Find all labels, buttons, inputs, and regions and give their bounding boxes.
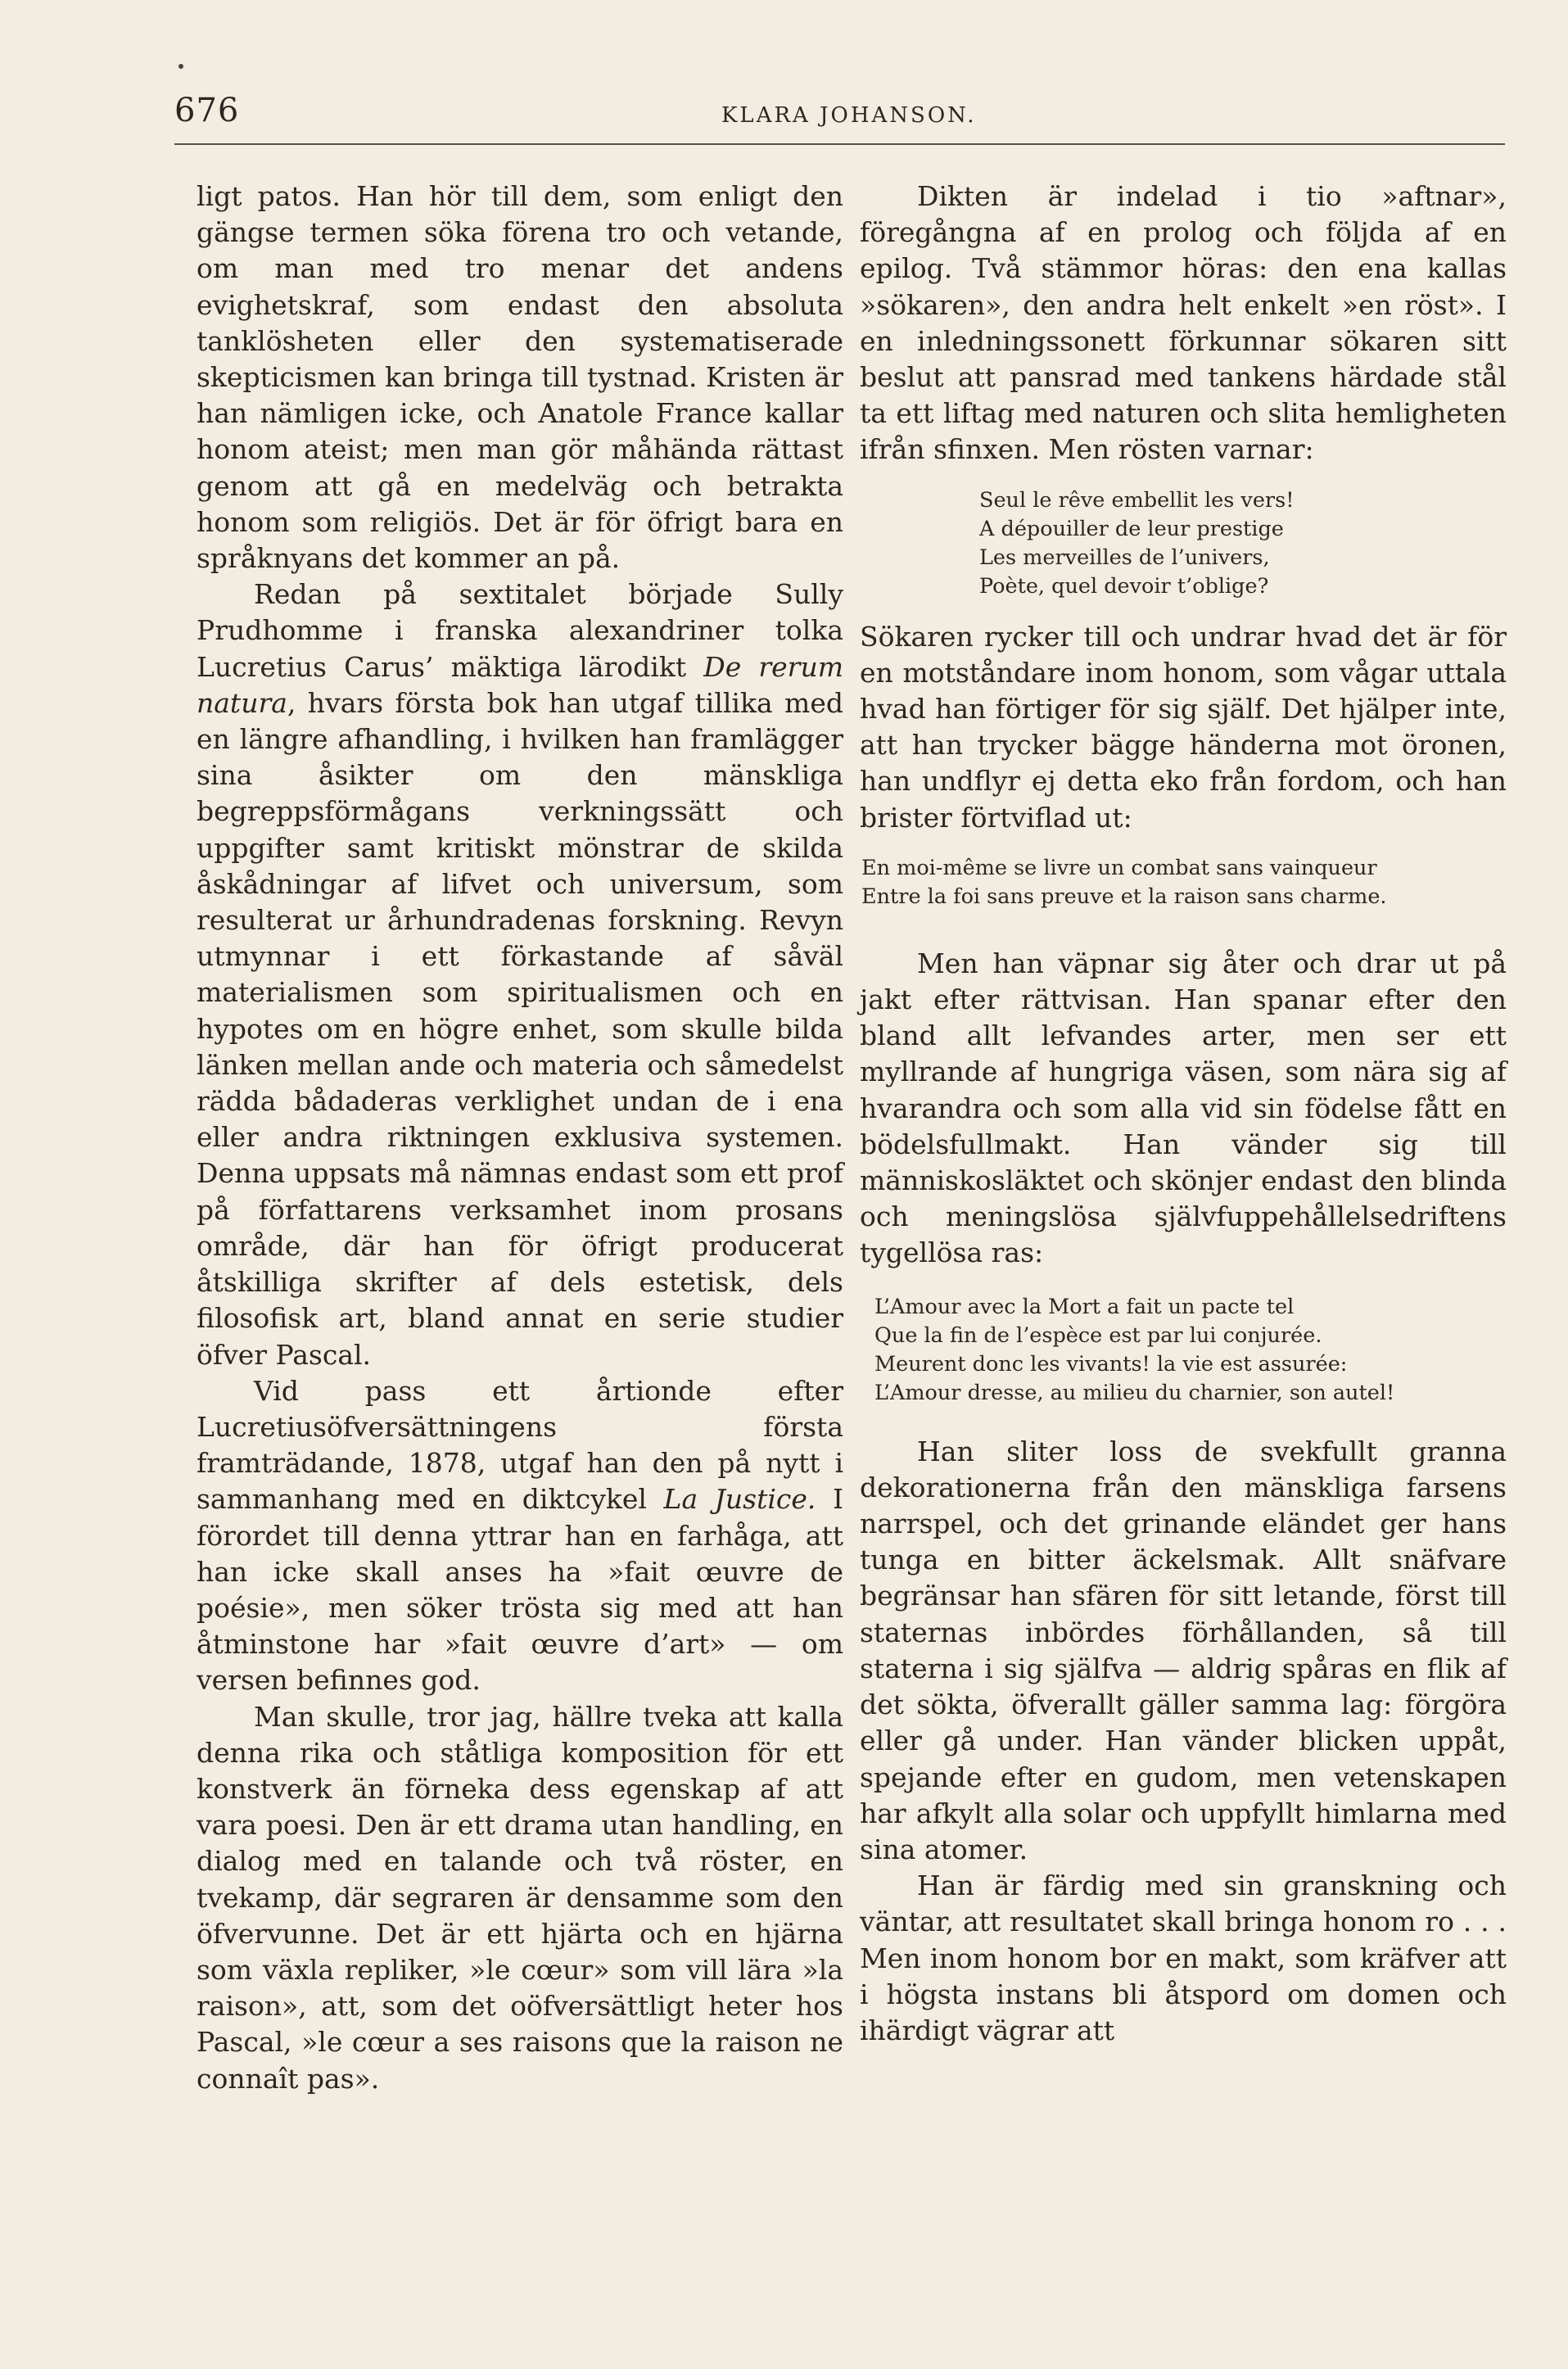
paragraph [197, 576, 843, 1372]
verse-line: Poète, quel devoir t’oblige? [979, 573, 1269, 599]
paragraph: Man skulle, tror jag, hällre tveka att kalla denna rika och ståtliga komposition för ett konstverk än förneka dess egenskap af att vara poesi. Den är ett drama utan handling, en dialog med en talande och två röster, en tvekamp, där segraren är densamme som den öfvervunne. Det är ett hjärta och en hjärna som växla repliker, »le cœur» som vill lära »la raison», att, som det oöfversättligt heter hos Pascal, »le cœur a ses raisons que la raison ne connaît pas». [197, 1700, 843, 2095]
verse-line: L’Amour dresse, au milieu du charnier, son autel! [874, 1380, 1395, 1405]
verse-quote [874, 1293, 1507, 1408]
text-run: Redan på sextitalet började Sully Prudhomme i franska alexandriner tolka Lucretius Carus’ mäktiga lärodikt [197, 578, 843, 683]
paragraph: ligt patos. Han hör till dem, som enligt den gängse termen söka förena tro och vetande, om man med tro menar det andens evighetskraf, som endast den absoluta tanklösheten eller den systematiserade skepticismen kan bringa till tystnad. Kristen är han nämligen icke, och Anatole France kallar honom ateist; men man gör måhända rättast genom att gå en medelväg och betrakta honom som religiös. Det är för öfrigt bara en språknyans det kommer an på. [197, 180, 843, 575]
verse-line: L’Amour avec la Mort a fait un pacte tel [874, 1294, 1295, 1319]
page-number: 676 [174, 92, 240, 129]
text-run: Vid pass ett årtionde efter Lucretiusöfversättningens första framträdande, 1878, utgaf han den på nytt i sammanhang med en diktcykel [197, 1374, 843, 1516]
left-column [197, 179, 843, 2097]
paragraph: Han är färdig med sin granskning och väntar, att resultatet skall bringa honom ro . . . Men inom honom bor en makt, som kräfver att i högsta instans bli åtspord om domen och ihärdigt vägrar att [860, 1869, 1507, 2046]
right-column [860, 179, 1507, 2049]
verse-line: Que la fin de l’espèce est par lui conjurée. [874, 1322, 1322, 1348]
paragraph: Sökaren rycker till och undrar hvad det är för en motståndare inom honom, som vågar uttala hvad han förtiger för sig själf. Det hjälper inte, att han trycker bägge händerna mot öronen, han undflyr ej detta eko från fordom, och han brister förtviflad ut: [860, 620, 1507, 834]
paragraph [197, 1373, 843, 1699]
header-rule [174, 143, 1505, 145]
verse-line: Meurent donc les vivants! la vie est assurée: [874, 1351, 1348, 1377]
verse-line: Les merveilles de l’univers, [979, 545, 1270, 570]
verse-line: Entre la foi sans preuve et la raison sans charme. [861, 884, 1387, 909]
text-run: I förordet till denna yttrar han en farhåga, att han icke skall anses ha »fait œuvre de poésie», men söker trösta sig med att han åtminstone har »fait œuvre d’art» — om versen befinnes god. [197, 1483, 843, 1697]
speck-mark [178, 64, 183, 69]
paragraph: Men han väpnar sig åter och drar ut på jakt efter rättvisan. Han spanar efter den bland allt lefvandes arter, men ser ett myllrande af hungriga väsen, som nära sig af hvarandra och som alla vid sin födelse fått en bödelsfullmakt. Han vänder sig till människosläktet och skönjer endast den blinda och meningslösa självfuppehållelsedriftens tygellösa ras: [860, 947, 1507, 1269]
page-header [174, 92, 1505, 146]
text-run: , hvars första bok han utgaf tillika med en längre afhandling, i hvilken han framlägger sina åsikter om den mänskliga begreppsförmågans verkningssätt och uppgifter samt kritiskt mönstrar de skilda åskådningar af lifvet och universum, som resulterat ur århundradenas forskning. Revyn utmynnar i ett förkastande af såväl materialismen som spiritualismen och en hypotes om en högre enhet, som skulle bilda länken mellan ande och materia och såmedelst rädda bådaderas verklighet undan de i ena eller andra riktningen exklusiva systemen. Denna uppsats må nämnas endast som ett prof på författarens verksamhet inom prosans område, där han för öfrigt producerat åtskilliga skrifter af dels estetisk, dels filosofisk art, bland annat en serie studier öfver Pascal. [197, 686, 843, 1371]
verse-quote [979, 486, 1507, 601]
paragraph: Dikten är indelad i tio »aftnar», föregångna af en prolog och följda af en epilog. Två stämmor höras: den ena kallas »sökaren», den andra helt enkelt »en röst». I en inledningssonett förkunnar sökaren sitt beslut att pansrad med tankens härdade stål ta ett liftag med naturen och slita hemligheten ifrån sfinxen. Men rösten varnar: [860, 180, 1507, 466]
verse-line: A dépouiller de leur prestige [979, 516, 1284, 541]
verse-line: Seul le rêve embellit les vers! [979, 487, 1295, 513]
verse-quote [861, 854, 1507, 911]
work-title: La Justice. [663, 1483, 816, 1516]
running-head: KLARA JOHANSON. [721, 103, 977, 128]
work-title: De rerum natura [197, 650, 843, 719]
paragraph: Han sliter loss de svekfullt granna dekorationerna från den mänskliga farsens narrspel, och det grinande eländet ger hans tunga en bitter äckelsmak. Allt snäfvare begränsar han sfären för sitt letande, först till staternas inbördes förhållanden, så till staterna i sig själfva — aldrig spåras en flik af det sökta, öfverallt gäller samma lag: förgöra eller gå under. Han vänder blicken uppåt, spejande efter en gudom, men vetenskapen har afkylt alla solar och uppfyllt himlarna med sina atomer. [860, 1435, 1507, 1865]
verse-line: En moi-même se livre un combat sans vainqueur [861, 855, 1377, 880]
